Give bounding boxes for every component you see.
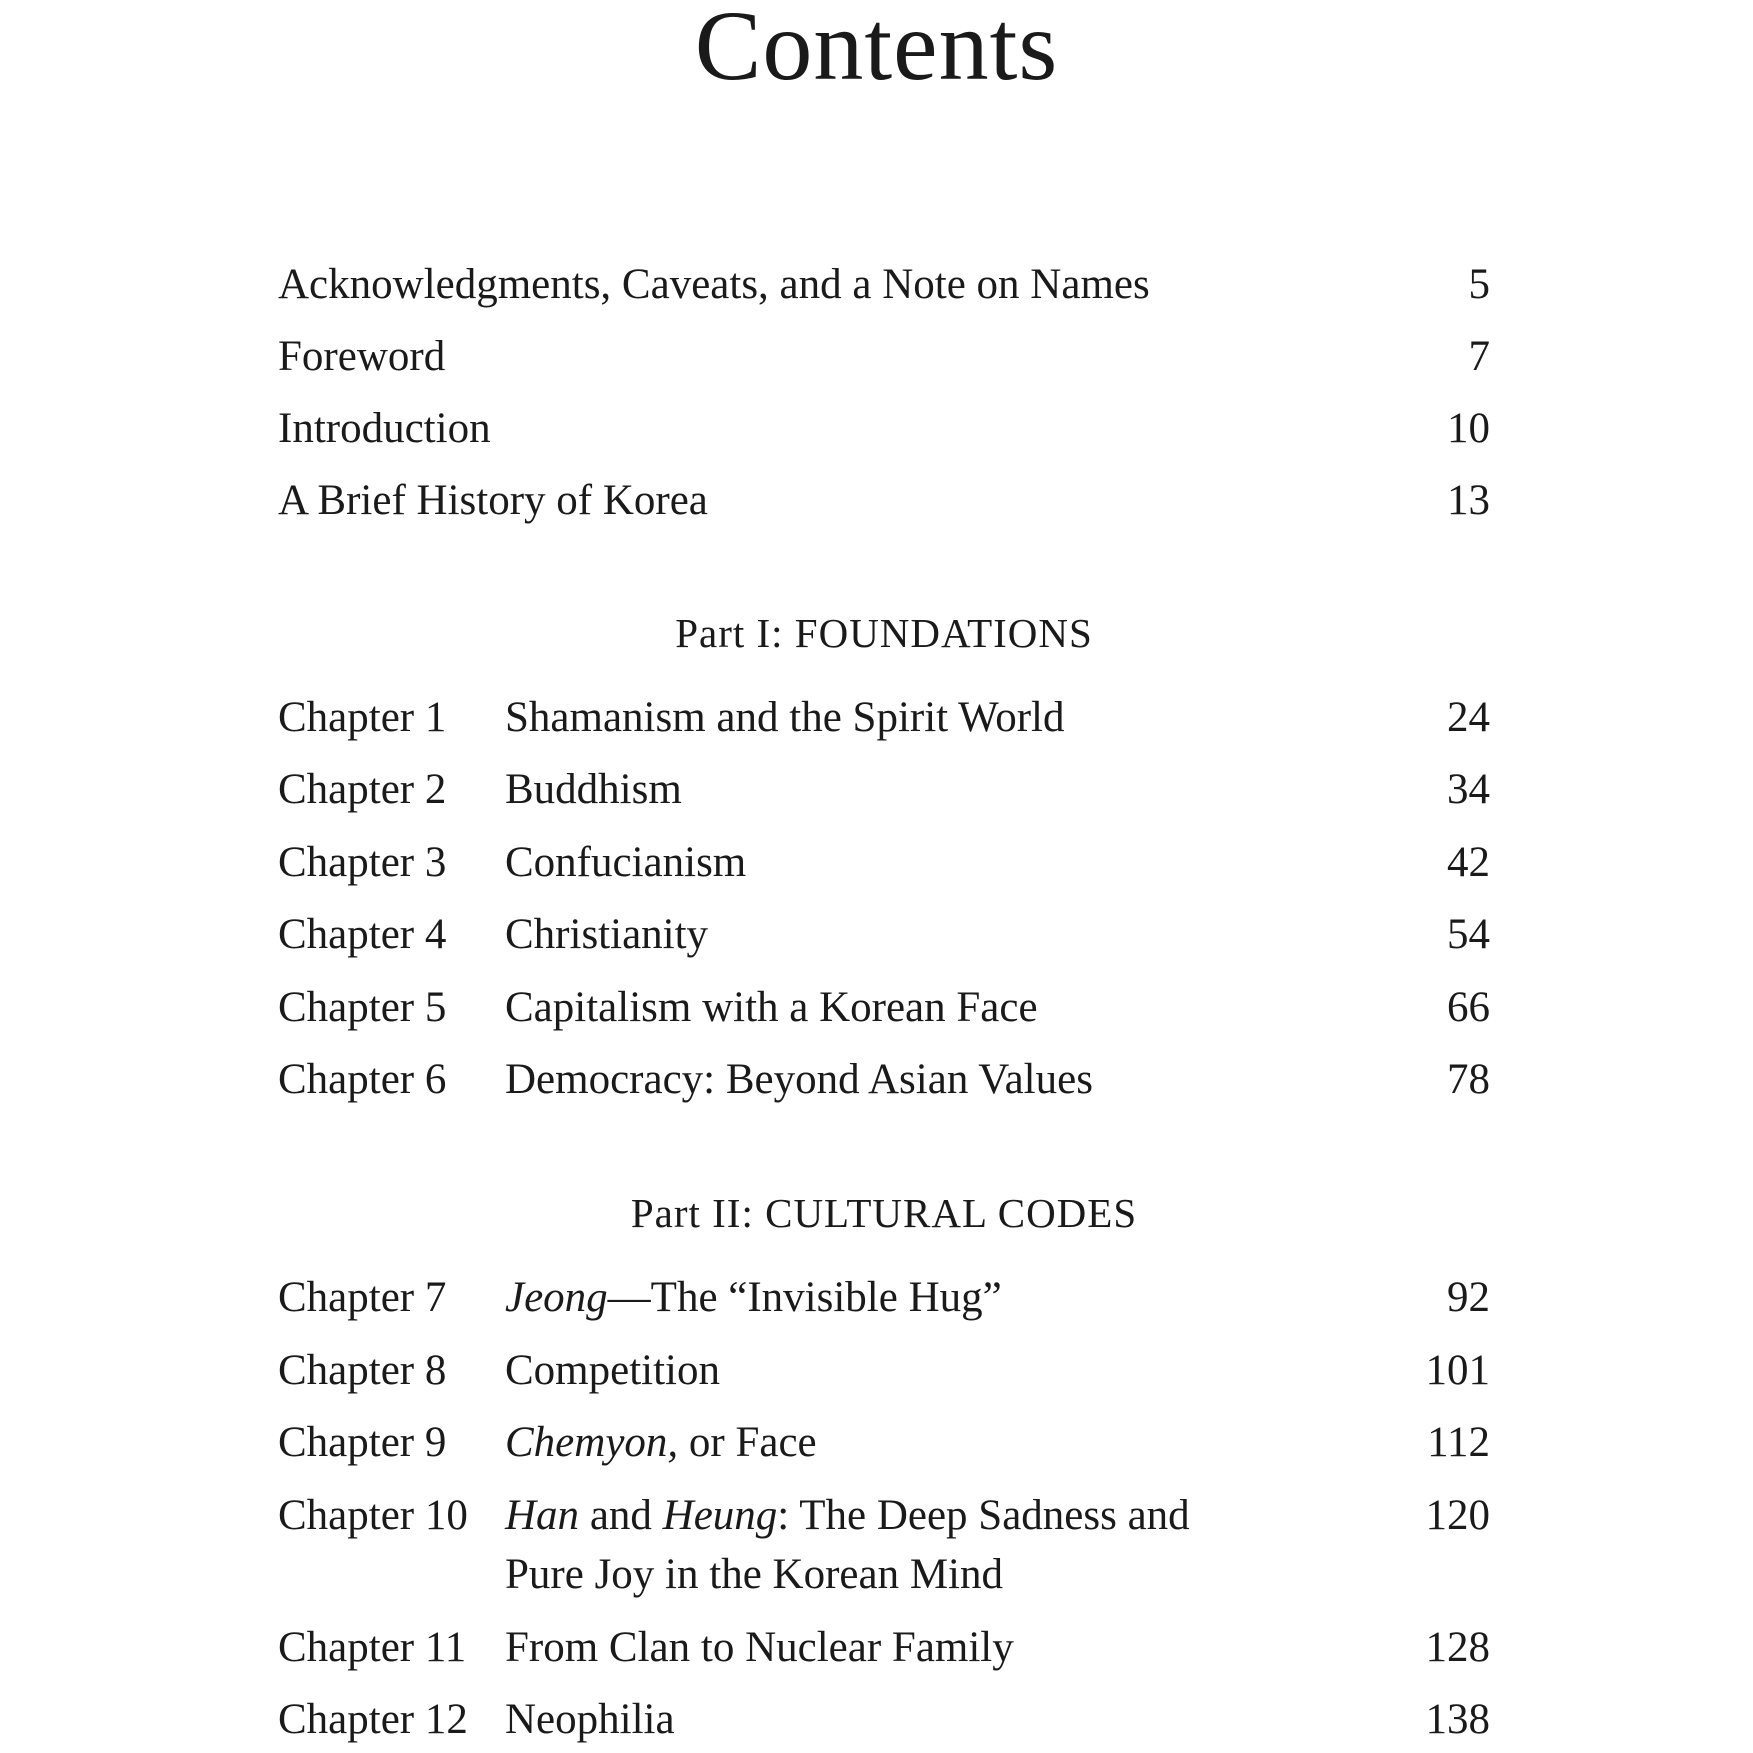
toc-chapter-entry[interactable] — [278, 1690, 1490, 1750]
chapter-title — [505, 1486, 1190, 1546]
chapter-title — [505, 1268, 1002, 1328]
toc-chapter-entry[interactable] — [278, 1486, 1490, 1606]
entry-title: Introduction — [278, 405, 491, 452]
chapter-title-line2: Pure Joy in the Korean Mind — [505, 1551, 1004, 1598]
entry-page-number: 7 — [1468, 333, 1490, 380]
chapter-title-italic: Han — [505, 1492, 580, 1539]
chapter-title-italic: Chemyon, — [505, 1419, 679, 1466]
chapter-title-mid: and — [579, 1492, 663, 1539]
chapter-label: Chapter 11 — [278, 1624, 467, 1671]
entry-page-number: 10 — [1447, 405, 1490, 452]
toc-chapter-entry[interactable] — [278, 905, 1490, 965]
toc-entry-brief-history[interactable] — [278, 471, 1490, 531]
chapter-label: Chapter 12 — [278, 1696, 468, 1743]
entry-page-number: 128 — [1425, 1624, 1490, 1671]
toc-chapter-entry[interactable] — [278, 688, 1490, 748]
entry-page-number: 138 — [1425, 1696, 1490, 1743]
toc-chapter-entry[interactable] — [278, 978, 1490, 1038]
entry-title: Acknowledgments, Caveats, and a Note on Names — [278, 261, 1150, 308]
toc-chapter-entry[interactable] — [278, 1050, 1490, 1110]
toc-entry-acknowledgments[interactable] — [278, 255, 1490, 315]
toc-entry-introduction[interactable] — [278, 399, 1490, 459]
chapter-label: Chapter 6 — [278, 1056, 447, 1103]
toc-chapter-entry[interactable] — [278, 1413, 1490, 1473]
entry-page-number: 34 — [1447, 766, 1490, 813]
part-heading: Part II: CULTURAL CODES — [630, 1190, 1138, 1236]
entry-title: A Brief History of Korea — [278, 477, 708, 524]
chapter-title — [505, 1413, 817, 1473]
chapter-title: Shamanism and the Spirit World — [505, 694, 1065, 741]
chapter-label: Chapter 1 — [278, 694, 447, 741]
entry-page-number: 101 — [1425, 1347, 1490, 1394]
entry-page-number: 24 — [1447, 694, 1490, 741]
part-heading: Part I: FOUNDATIONS — [675, 610, 1093, 656]
toc-chapter-entry[interactable] — [278, 760, 1490, 820]
entry-page-number: 13 — [1447, 477, 1490, 524]
chapter-title-rest: or Face — [678, 1419, 817, 1466]
entry-page-number: 42 — [1447, 839, 1490, 886]
toc-chapter-entry[interactable] — [278, 833, 1490, 893]
chapter-label: Chapter 2 — [278, 766, 447, 813]
chapter-title: Christianity — [505, 911, 709, 958]
entry-page-number: 54 — [1447, 911, 1490, 958]
entry-title: Foreword — [278, 333, 446, 380]
chapter-label: Chapter 5 — [278, 984, 447, 1031]
chapter-title: Confucianism — [505, 839, 747, 886]
chapter-label: Chapter 9 — [278, 1419, 447, 1466]
entry-page-number: 78 — [1447, 1056, 1490, 1103]
entry-page-number: 120 — [1425, 1492, 1490, 1539]
entry-page-number: 66 — [1447, 984, 1490, 1031]
chapter-title: Democracy: Beyond Asian Values — [505, 1056, 1093, 1103]
page-title: Contents — [694, 0, 1059, 101]
chapter-title: Neophilia — [505, 1696, 675, 1743]
chapter-title: Buddhism — [505, 766, 682, 813]
chapter-label: Chapter 10 — [278, 1492, 468, 1539]
chapter-title: Competition — [505, 1347, 720, 1394]
toc-entry-foreword[interactable] — [278, 327, 1490, 387]
chapter-title-italic: Jeong — [505, 1274, 608, 1321]
chapter-title-italic: Heung — [662, 1492, 778, 1539]
chapter-title: From Clan to Nuclear Family — [505, 1624, 1014, 1671]
chapter-title-rest: —The “Invisible Hug” — [607, 1274, 1002, 1321]
entry-page-number: 112 — [1427, 1419, 1490, 1466]
toc-chapter-entry[interactable] — [278, 1268, 1490, 1328]
toc-chapter-entry[interactable] — [278, 1618, 1490, 1678]
entry-page-number: 5 — [1468, 261, 1490, 308]
chapter-label: Chapter 4 — [278, 911, 447, 958]
chapter-title: Capitalism with a Korean Face — [505, 984, 1038, 1031]
entry-page-number: 92 — [1447, 1274, 1490, 1321]
toc-chapter-entry[interactable] — [278, 1341, 1490, 1401]
chapter-label: Chapter 7 — [278, 1274, 447, 1321]
chapter-label: Chapter 3 — [278, 839, 447, 886]
chapter-label: Chapter 8 — [278, 1347, 447, 1394]
chapter-title-rest: : The Deep Sadness and — [777, 1492, 1190, 1539]
